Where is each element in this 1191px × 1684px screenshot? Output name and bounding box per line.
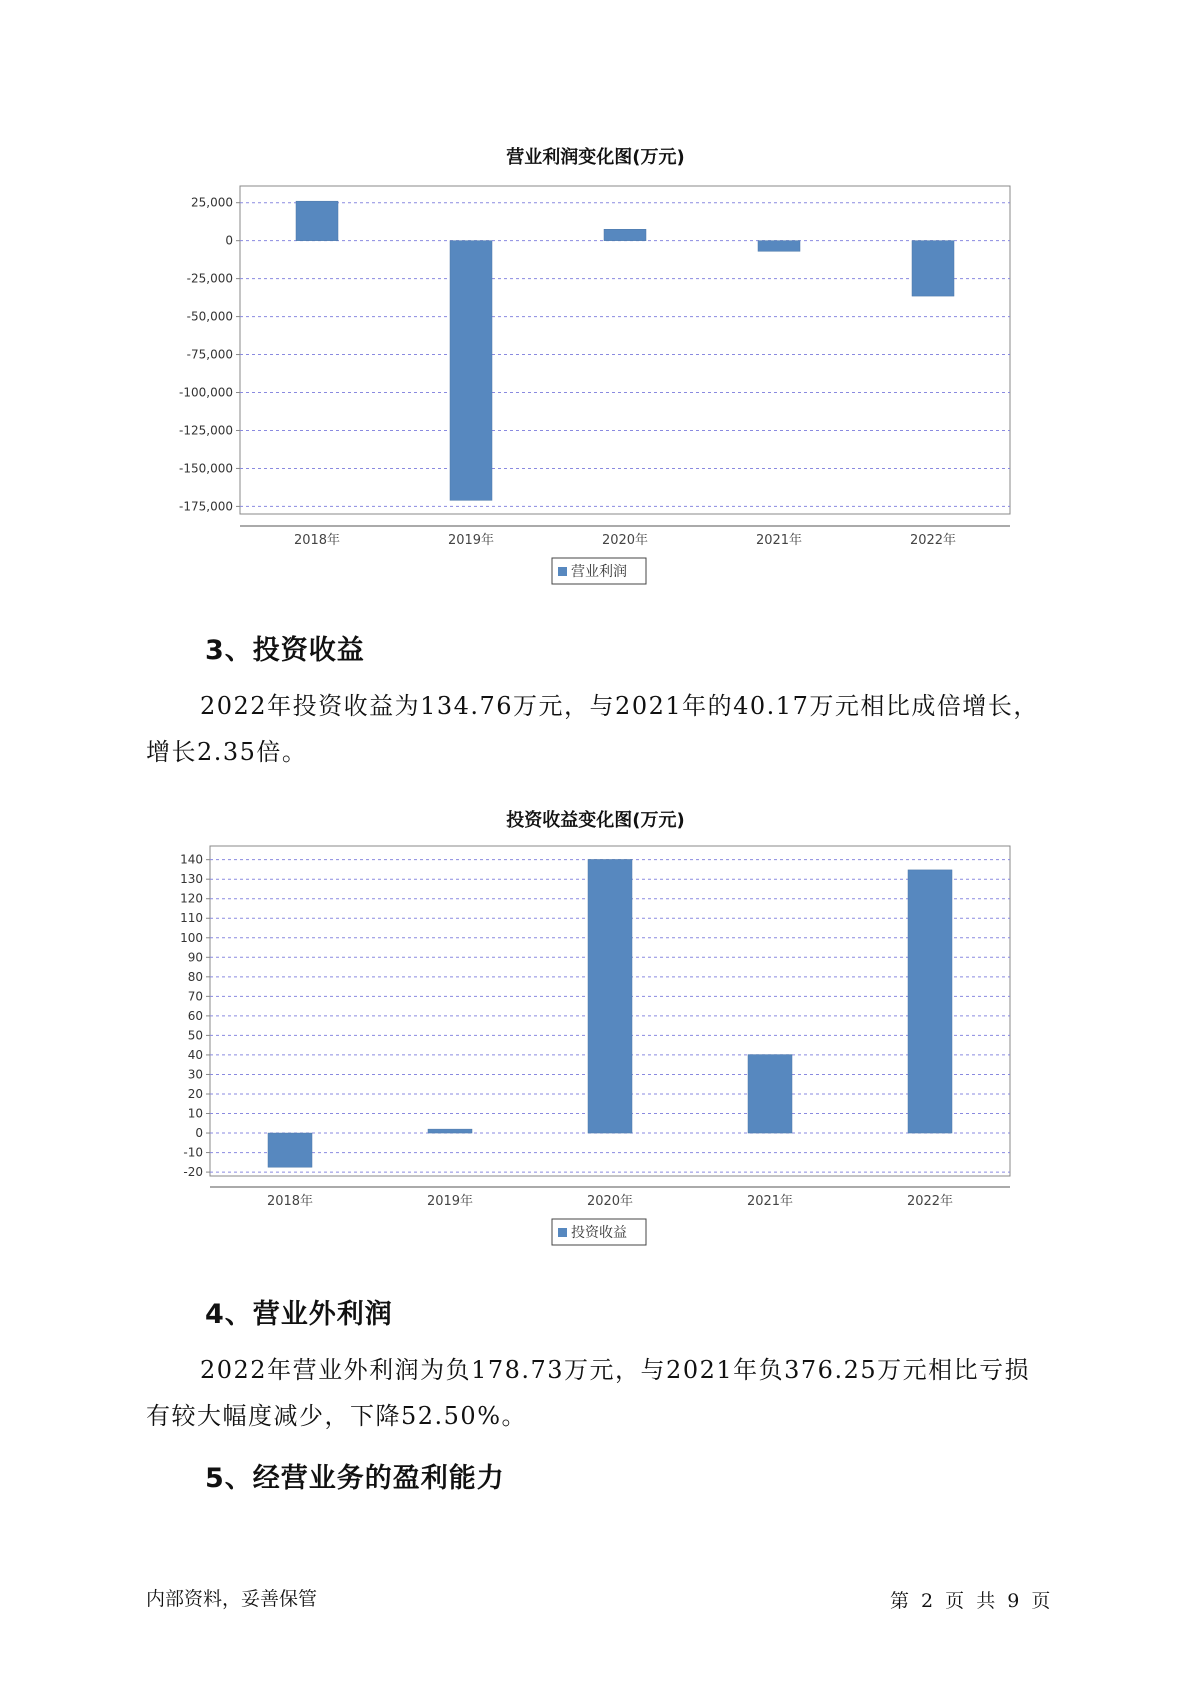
x-tick-label: 2018年 (266, 1194, 314, 1209)
legend (552, 558, 646, 584)
legend-swatch (558, 567, 567, 576)
legend (552, 1219, 646, 1245)
x-tick-label: 2021年 (746, 1194, 794, 1209)
bar (296, 201, 338, 240)
bar (268, 1133, 312, 1167)
bar (908, 870, 952, 1133)
paragraph-non-operating-line1: 2022年营业外利润为负178.73万元，与2021年负376.25万元相比亏损 (200, 1356, 1031, 1384)
x-tick-label: 2020年 (601, 533, 649, 548)
y-tick-label: 120 (180, 891, 203, 906)
bar (428, 1129, 472, 1133)
y-tick-label: 0 (225, 233, 233, 248)
bar (758, 241, 800, 252)
y-tick-label: 110 (180, 911, 203, 926)
bar (604, 229, 646, 240)
x-tick-label: 2020年 (586, 1194, 634, 1209)
y-tick-label: 30 (187, 1067, 203, 1082)
chart1-title: 营业利润变化图(万元) (506, 147, 685, 168)
y-tick-label: 60 (187, 1008, 203, 1023)
y-tick-label: -20 (183, 1165, 203, 1180)
y-tick-label: 100 (180, 930, 203, 945)
y-tick-label: -125,000 (179, 423, 233, 438)
x-tick-label: 2022年 (906, 1194, 954, 1209)
y-tick-label: 90 (187, 950, 203, 965)
paragraph-investment-line2: 增长2.35倍。 (146, 738, 308, 766)
x-tick-label: 2022年 (909, 533, 957, 548)
y-tick-label: -25,000 (186, 271, 233, 286)
bar (748, 1055, 792, 1133)
y-tick-label: 20 (187, 1086, 203, 1101)
paragraph-investment-line1: 2022年投资收益为134.76万元，与2021年的40.17万元相比成倍增长， (200, 692, 1039, 720)
y-tick-label: -100,000 (179, 385, 233, 400)
paragraph-non-operating-line2: 有较大幅度减少，下降52.50%。 (146, 1402, 528, 1430)
y-tick-label: 10 (187, 1106, 203, 1121)
y-tick-label: 80 (187, 969, 203, 984)
footer-confidential-note: 内部资料，妥善保管 (146, 1588, 318, 1610)
y-tick-label: 0 (195, 1126, 203, 1141)
y-tick-label: -10 (183, 1145, 203, 1160)
y-tick-label: 25,000 (191, 195, 233, 210)
paragraph-investment (146, 683, 1046, 775)
x-tick-label: 2021年 (755, 533, 803, 548)
heading-non-operating: 4、营业外利润 (205, 1299, 393, 1330)
heading-profitability: 5、经营业务的盈利能力 (205, 1463, 505, 1494)
y-tick-label: -75,000 (186, 347, 233, 362)
x-tick-label: 2019年 (426, 1194, 474, 1209)
y-tick-label: 50 (187, 1028, 203, 1043)
bar (588, 859, 632, 1133)
y-tick-label: 70 (187, 989, 203, 1004)
y-tick-label: -50,000 (186, 309, 233, 324)
y-tick-label: 40 (187, 1047, 203, 1062)
x-tick-label: 2019年 (447, 533, 495, 548)
y-tick-label: -150,000 (179, 461, 233, 476)
y-tick-label: 140 (180, 852, 203, 867)
paragraph-non-operating (146, 1347, 1046, 1439)
legend-label: 投资收益 (571, 1225, 627, 1241)
y-tick-label: 130 (180, 872, 203, 887)
heading-investment: 3、投资收益 (205, 635, 365, 666)
bar (912, 241, 954, 296)
chart2-title: 投资收益变化图(万元) (506, 810, 685, 831)
bar (450, 241, 492, 501)
x-tick-label: 2018年 (293, 533, 341, 548)
legend-label: 营业利润 (571, 564, 627, 580)
operating-profit-chart (0, 180, 1191, 600)
footer-page-number: 第 2 页 共 9 页 (890, 1590, 1051, 1612)
legend-swatch (558, 1228, 567, 1237)
y-tick-label: -175,000 (179, 499, 233, 514)
investment-income-chart (0, 840, 1191, 1260)
